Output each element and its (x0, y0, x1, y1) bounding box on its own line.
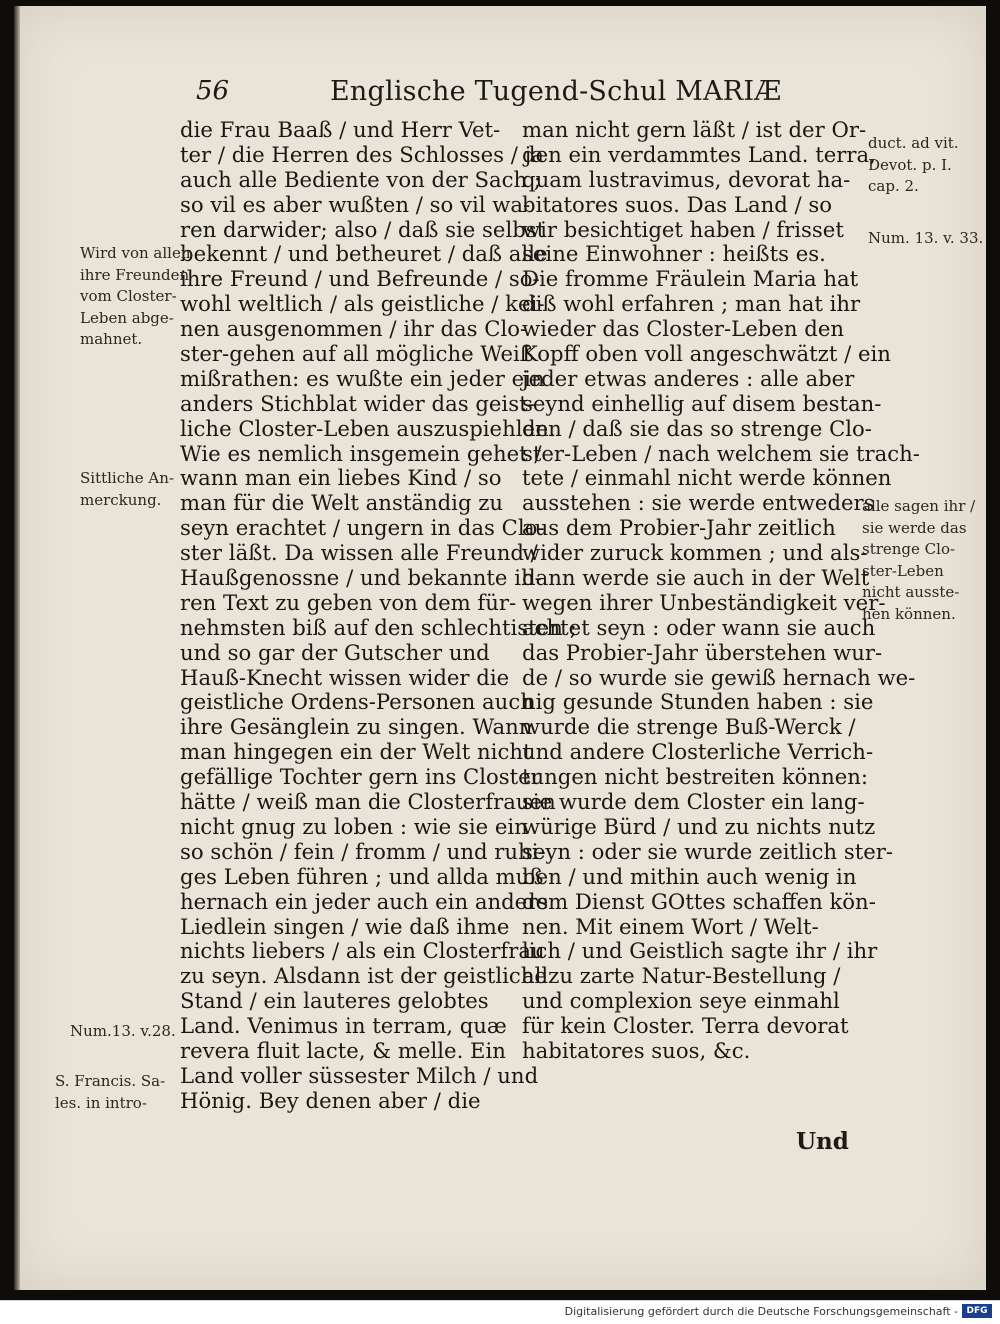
text-line: ster-Leben / nach welchem sie trach- (522, 440, 920, 466)
text-line: wegen ihrer Unbeständigkeit ver- (522, 589, 886, 615)
text-line: tungen nicht bestreiten können: (522, 764, 869, 790)
text-line: bitatores suos. Das Land / so (522, 191, 833, 217)
text-line: achtet seyn : oder wann sie auch (522, 614, 876, 640)
text-line: den / daß sie das so strenge Clo- (522, 415, 872, 441)
text-line: tete / einmahl nicht werde können (522, 465, 892, 491)
margin-note-right (868, 228, 983, 250)
text-line: aus dem Probier-Jahr zeitlich (522, 515, 836, 541)
margin-note-line: cap. 2. (868, 177, 919, 195)
running-head: Englische Tugend-Schul MARIÆ (330, 76, 782, 107)
text-line: das Probier-Jahr überstehen wur- (522, 639, 883, 665)
text-line: hernach ein jeder auch ein anders (180, 888, 549, 914)
text-line: ster-gehen auf all mögliche Weiß (180, 341, 534, 367)
text-line: wohl weltlich / als geistliche / kei- (180, 291, 545, 317)
text-line: seine Einwohner : heißts es. (522, 241, 826, 267)
text-line: dann werde sie auch in der Welt (522, 565, 870, 591)
text-line: Liedlein singen / wie daß ihme (180, 913, 510, 939)
margin-note-line: hen können. (862, 604, 956, 623)
text-line: bekennt / und betheuret / daß alle (180, 241, 548, 267)
text-line: ren Text zu geben von dem für- (180, 589, 517, 615)
margin-note-line: Num.13. v.28. (70, 1022, 176, 1040)
margin-note-line: ster-Leben (862, 561, 944, 580)
text-line: revera fluit lacte, & melle. Ein (180, 1037, 506, 1063)
text-line: mißrathen: es wußte ein jeder ein (180, 365, 545, 391)
text-line: man nicht gern läßt / ist der Or- (522, 117, 867, 142)
text-line: würige Bürd / und zu nichts nutz (522, 813, 876, 839)
margin-note-right (862, 496, 975, 625)
text-line: diß wohl erfahren ; man hat ihr (522, 291, 861, 317)
text-line: nen. Mit einem Wort / Welt- (522, 913, 819, 939)
text-line: Hauß-Knecht wissen wider die (180, 664, 510, 690)
text-line: ihre Freund / und Befreunde / so- (180, 266, 540, 292)
text-line: gefällige Tochter gern ins Closter (180, 764, 541, 790)
text-line: quam lustravimus, devorat ha- (522, 166, 851, 192)
text-line: ster läßt. Da wissen alle Freund / (180, 540, 538, 566)
text-line: nehmsten biß auf den schlechtisten ; (180, 614, 577, 640)
text-line: Land. Venimus in terram, quæ (180, 1013, 507, 1039)
margin-note-line: duct. ad vit. (868, 134, 959, 152)
text-line: wurde die strenge Buß-Werck / (522, 714, 856, 740)
margin-note-line: Num. 13. v. 33. (868, 229, 984, 247)
page-number: 56 (196, 76, 230, 106)
text-line: man für die Welt anständig zu (180, 490, 504, 516)
text-line: nen ausgenommen / ihr das Clo- (180, 316, 528, 342)
margin-note-line: les. in intro- (55, 1093, 147, 1112)
text-line: so vil es aber wußten / so vil wa- (180, 191, 531, 217)
margin-note-left (70, 1021, 176, 1043)
text-line: liche Closter-Leben auszuspiehlen. (180, 415, 556, 441)
text-line: ren darwider; also / daß sie selbst (180, 216, 546, 242)
margin-note-line: alle sagen ihr / (862, 497, 976, 515)
text-line: Wie es nemlich insgemein gehet / (180, 440, 542, 466)
margin-note-line: ihre Freunden (80, 265, 190, 284)
text-line: Haußgenossne / und bekannte ih- (180, 565, 542, 591)
text-line: hätte / weiß man die Closterfrauen (180, 789, 556, 815)
text-line: habitatores suos, &c. (522, 1037, 751, 1063)
text-line: nichts liebers / als ein Closterfrau (180, 938, 545, 964)
margin-note-right (868, 133, 959, 198)
text-line: dem Dienst GOttes schaffen kön- (522, 888, 876, 914)
text-line: und andere Closterliche Verrich- (522, 739, 874, 765)
margin-note-line: S. Francis. Sa- (55, 1072, 166, 1090)
text-line: den ein verdammtes Land. terra, (522, 141, 876, 167)
text-line: wann man ein liebes Kind / so (180, 465, 502, 491)
text-line: allzu zarte Natur-Bestellung / (522, 963, 841, 989)
text-line: Hönig. Bey denen aber / die (180, 1087, 481, 1113)
text-line: Land voller süssester Milch / und (180, 1062, 539, 1088)
text-line: nig gesunde Stunden haben : sie (522, 689, 874, 715)
text-line: so schön / fein / fromm / und ruhi- (180, 838, 546, 864)
margin-note-line: merckung. (80, 490, 162, 509)
margin-note-line: nicht ausste- (862, 583, 960, 601)
text-line: man hingegen ein der Welt nicht (180, 739, 532, 765)
text-line: lich / und Geistlich sagte ihr / ihr (522, 938, 878, 964)
text-line: wieder das Closter-Leben den (522, 316, 845, 342)
text-line: seyn erachtet / ungern in das Clo- (180, 515, 545, 541)
margin-note-line: sie werde das (862, 518, 967, 537)
text-line: ter / die Herren des Schlosses / ja (180, 141, 544, 167)
text-line: geistliche Ordens-Personen auch (180, 689, 534, 715)
dfg-logo[interactable]: DFG (962, 1304, 992, 1318)
margin-note-line: Sittliche An- (80, 469, 174, 487)
margin-note-line: Wird von allen (80, 244, 191, 262)
text-line: ges Leben führen ; und allda muß (180, 863, 544, 889)
text-line: und complexion seye einmahl (522, 988, 840, 1014)
text-line: de / so wurde sie gewiß hernach we- (522, 664, 916, 690)
margin-note-left (55, 1071, 165, 1114)
margin-note-line: Leben abge- (80, 308, 174, 327)
catchword: Und (796, 1128, 849, 1155)
text-line: Kopff oben voll angeschwätzt / ein (522, 341, 891, 367)
text-line: sie wurde dem Closter ein lang- (522, 789, 865, 815)
text-line: ausstehen : sie werde entweders (522, 490, 875, 516)
text-line: jeder etwas anderes : alle aber (522, 365, 855, 391)
text-line: die Frau Baaß / und Herr Vet- (180, 117, 501, 142)
margin-note-line: mahnet. (80, 330, 143, 348)
margin-note-left (80, 468, 174, 511)
margin-note-line: Devot. p. I. (868, 155, 952, 174)
text-line: anders Stichblat wider das geist- (180, 390, 535, 416)
text-line: ben / und mithin auch wenig in (522, 863, 857, 889)
text-line: ihre Gesänglein zu singen. Wann (180, 714, 533, 740)
margin-note-line: strenge Clo- (862, 540, 956, 558)
page-edge (14, 6, 20, 1290)
margin-note-line: vom Closter- (80, 287, 177, 305)
footer-credit: Digitalisierung gefördert durch die Deutsche Forschungsgemeinschaft - (564, 1305, 958, 1318)
text-line: zu seyn. Alsdann ist der geistliche (180, 963, 547, 989)
text-line: wider zuruck kommen ; und als- (522, 540, 868, 566)
text-line: wir besichtiget haben / frisset (522, 216, 844, 242)
text-line: seyn : oder sie wurde zeitlich ster- (522, 838, 894, 864)
text-line: seynd einhellig auf disem bestan- (522, 390, 882, 416)
text-column-left (180, 117, 577, 1114)
text-line: nicht gnug zu loben : wie sie ein (180, 813, 528, 839)
margin-note-left (80, 243, 191, 351)
text-line: Die fromme Fräulein Maria hat (522, 266, 859, 292)
text-line: auch alle Bediente von der Sach ; (180, 166, 542, 192)
text-line: Stand / ein lauteres gelobtes (180, 988, 489, 1014)
text-line: und so gar der Gutscher und (180, 639, 490, 665)
text-line: für kein Closter. Terra devorat (522, 1013, 849, 1039)
